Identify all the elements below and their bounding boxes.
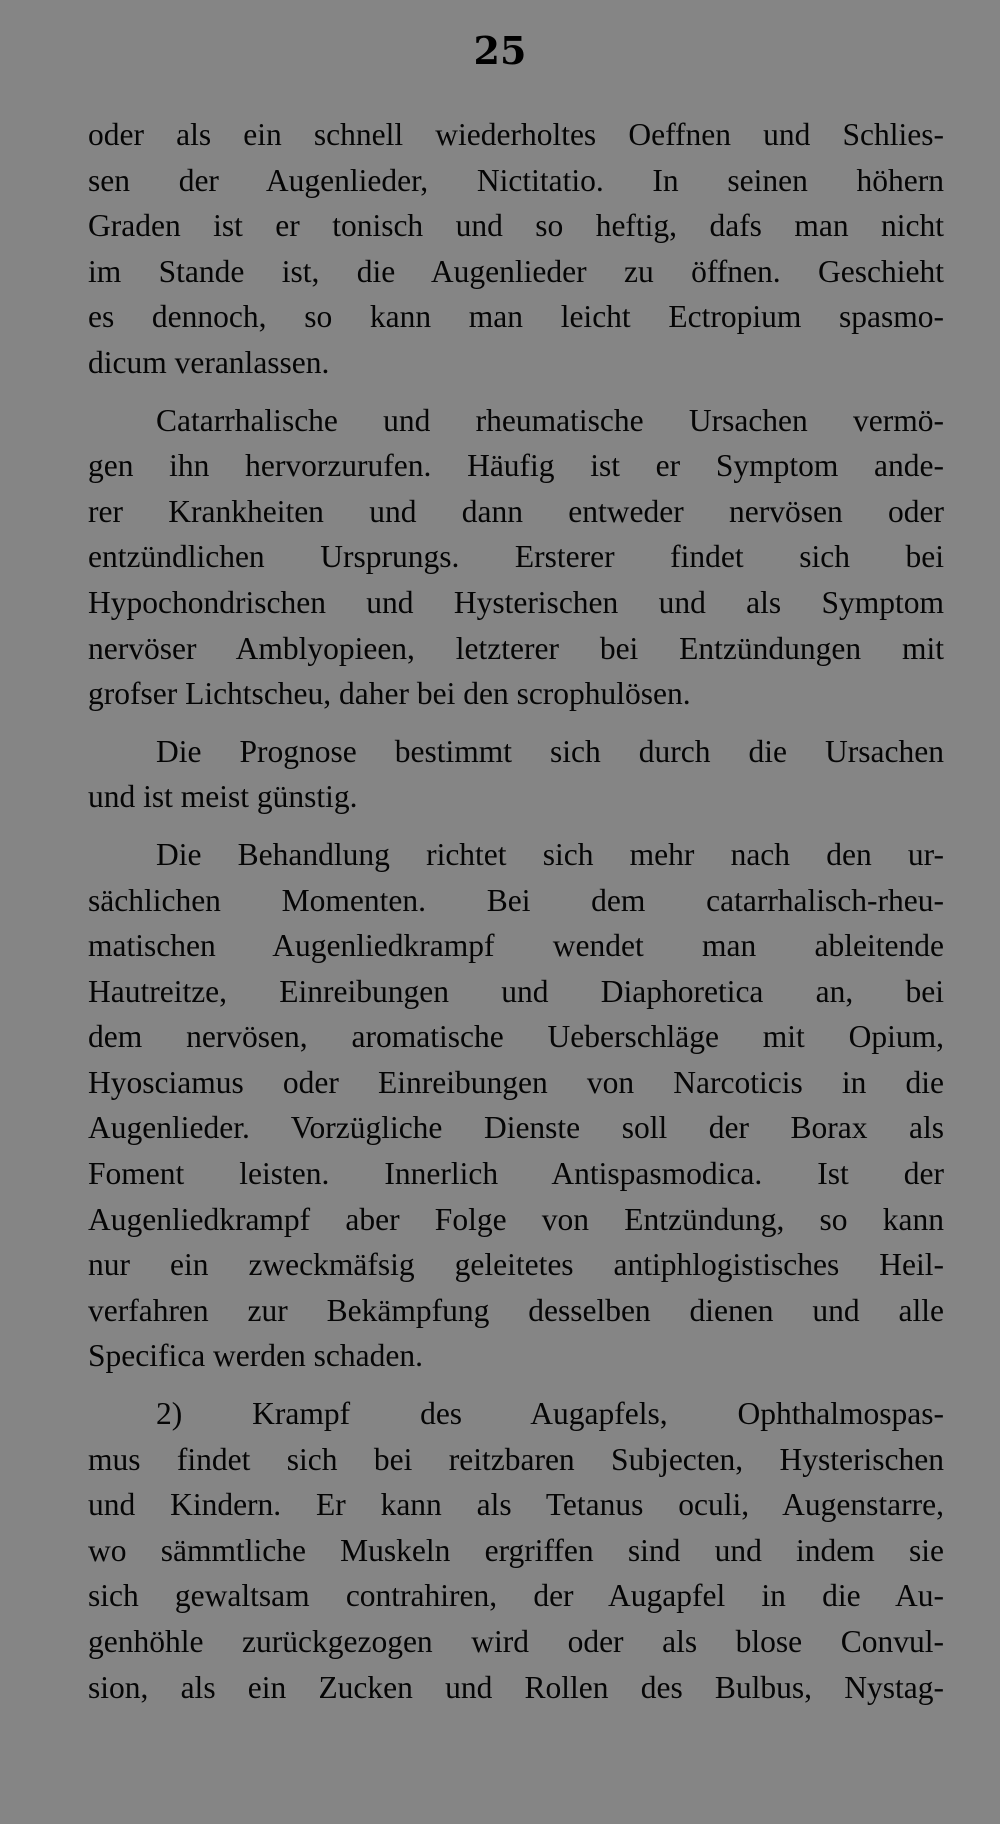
text-line: sich gewaltsam contrahiren, der Augapfel in die Au-: [88, 1578, 944, 1614]
text-line: nervöser Amblyopieen, letzterer bei Entzündungen mit: [88, 630, 944, 666]
text-line: genhöhle zurückgezogen wird oder als blose Convul-: [88, 1624, 944, 1659]
text-line: Catarrhalische und rheumatische Ursachen vermö-: [156, 402, 944, 438]
paragraph-5: [88, 1391, 944, 1710]
text-line: entzündlichen Ursprungs. Ersterer findet sich bei: [88, 539, 944, 575]
text-line: gen ihn hervorzurufen. Häufig ist er Symptom ande-: [88, 448, 944, 484]
text-line: nur ein zweckmäfsig geleitetes antiphlogistisches Heil-: [88, 1247, 944, 1283]
paragraph-1: [88, 112, 944, 386]
text-line: im Stande ist, die Augenlieder zu öffnen. Geschieht: [88, 253, 944, 289]
paragraph-4: [88, 832, 944, 1379]
text-line: Die Behandlung richtet sich mehr nach den ur-: [156, 836, 944, 872]
text-line: dicum veranlassen.: [88, 344, 330, 380]
page-number: 25: [473, 28, 527, 73]
text-line: matischen Augenliedkrampf wendet man ableitende: [88, 928, 944, 964]
text-line: sächlichen Momenten. Bei dem catarrhalisch-rheu-: [88, 882, 944, 918]
text-line: Specifica werden schaden.: [88, 1338, 423, 1374]
page-body: [88, 112, 944, 1722]
text-line: Hyosciamus oder Einreibungen von Narcoticis in die: [88, 1064, 944, 1100]
paragraph-3: [88, 729, 944, 820]
text-line: und ist meist günstig.: [88, 779, 358, 815]
text-line: Augenlieder. Vorzügliche Dienste soll der Borax als: [88, 1110, 944, 1146]
text-line: und Kindern. Er kann als Tetanus oculi, Augenstarre,: [88, 1487, 944, 1523]
text-line: wo sämmtliche Muskeln ergriffen sind und indem sie: [88, 1532, 944, 1568]
text-line: es dennoch, so kann man leicht Ectropium spasmo-: [88, 299, 944, 335]
text-line: verfahren zur Bekämpfung desselben dienen und alle: [88, 1292, 944, 1328]
text-line: Hypochondrischen und Hysterischen und als Symptom: [88, 584, 944, 620]
text-line: Hautreitze, Einreibungen und Diaphoretica an, bei: [88, 973, 944, 1009]
text-line: 2) Krampf des Augapfels, Ophthalmospas-: [156, 1396, 944, 1432]
text-line: grofser Lichtscheu, daher bei den scrophulösen.: [88, 676, 691, 712]
text-line: rer Krankheiten und dann entweder nervösen oder: [88, 493, 944, 529]
text-line: Graden ist er tonisch und so heftig, dafs man nicht: [88, 208, 944, 244]
paragraph-2: [88, 398, 944, 717]
text-line: mus findet sich bei reitzbaren Subjecten, Hysterischen: [88, 1441, 944, 1477]
text-line: sen der Augenlieder, Nictitatio. In seinen höhern: [88, 162, 944, 198]
text-line: oder als ein schnell wiederholtes Oeffnen und Schlies-: [88, 117, 944, 152]
text-line: Die Prognose bestimmt sich durch die Ursachen: [156, 733, 944, 769]
text-line: Foment leisten. Innerlich Antispasmodica. Ist der: [88, 1156, 944, 1192]
text-line: sion, als ein Zucken und Rollen des Bulbus, Nystag-: [88, 1669, 944, 1705]
text-line: Augenliedkrampf aber Folge von Entzündung, so kann: [88, 1201, 944, 1237]
text-line: dem nervösen, aromatische Ueberschläge mit Opium,: [88, 1019, 944, 1055]
